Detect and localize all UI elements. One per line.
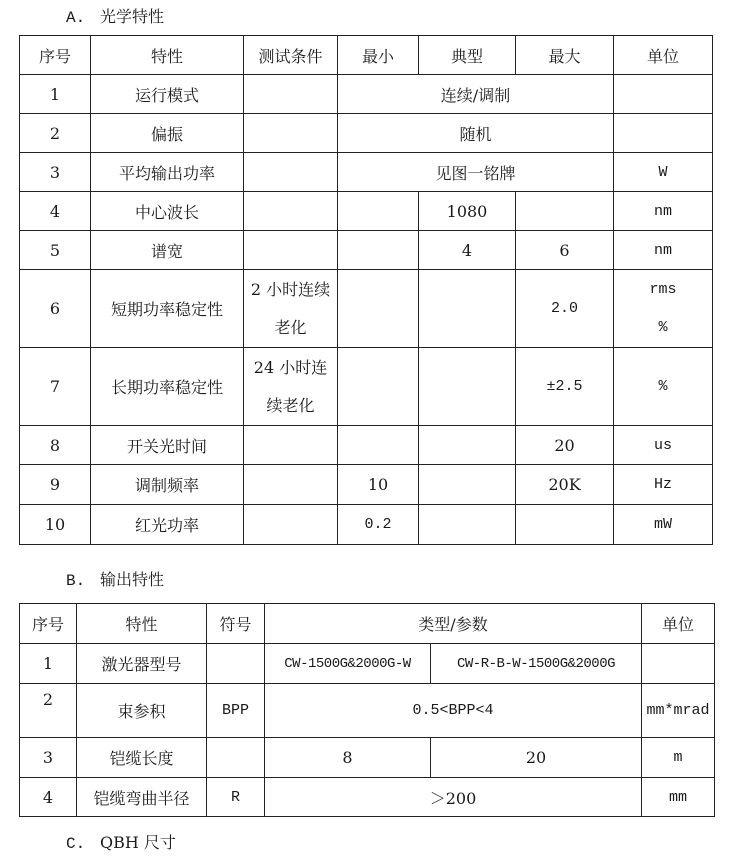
- table-row: [20, 75, 713, 114]
- row-item: 开关光时间: [91, 426, 244, 465]
- row-unit: rms %: [614, 270, 713, 348]
- table-row: [20, 114, 713, 153]
- row-no: 1: [20, 75, 91, 114]
- table-b-header-row: [20, 604, 715, 644]
- row-max: [516, 505, 614, 545]
- row-no: 3: [20, 738, 77, 778]
- table-b-header-params: 类型/参数: [265, 604, 642, 644]
- table-row: [20, 505, 713, 545]
- row-unit: [642, 644, 715, 684]
- row-min: [338, 270, 419, 348]
- section-b-letter: B.: [66, 572, 86, 590]
- table-b-header-item: 特性: [77, 604, 207, 644]
- row-condition: [244, 426, 338, 465]
- row-condition: [244, 114, 338, 153]
- row-typ: [419, 426, 516, 465]
- row-unit: %: [614, 348, 713, 426]
- output-characteristics-table: [19, 603, 715, 817]
- section-a-text: 光学特性: [100, 7, 165, 26]
- optical-characteristics-table: [19, 35, 713, 545]
- row-typ: 1080: [419, 192, 516, 231]
- row-max: [516, 192, 614, 231]
- row-item: 偏振: [91, 114, 244, 153]
- table-a-header-max: 最大: [516, 36, 614, 75]
- row-min: [338, 348, 419, 426]
- row-condition: [244, 231, 338, 270]
- row-no: 8: [20, 426, 91, 465]
- table-a-header-item: 特性: [91, 36, 244, 75]
- row-symbol: R: [207, 778, 265, 817]
- row-max: 20K: [516, 465, 614, 505]
- table-row: [20, 684, 715, 738]
- row-condition: [244, 505, 338, 545]
- row-no: 6: [20, 270, 91, 348]
- row-min: 10: [338, 465, 419, 505]
- section-b-title: [66, 570, 164, 591]
- row-max: 20: [516, 426, 614, 465]
- row-no: 2: [20, 114, 91, 153]
- row-no: 9: [20, 465, 91, 505]
- table-row: [20, 465, 713, 505]
- row-item: 谱宽: [91, 231, 244, 270]
- row-item: 铠缆长度: [77, 738, 207, 778]
- table-row: [20, 738, 715, 778]
- row-item: 调制频率: [91, 465, 244, 505]
- row-typ: 4: [419, 231, 516, 270]
- row-typ: [419, 348, 516, 426]
- row-symbol: [207, 644, 265, 684]
- row-unit: us: [614, 426, 713, 465]
- section-c-letter: C.: [66, 835, 86, 853]
- table-row: [20, 778, 715, 817]
- row-typ: [419, 270, 516, 348]
- row-value-2: CW-R-B-W-1500G&2000G: [431, 644, 642, 684]
- row-no: 3: [20, 153, 91, 192]
- row-no: 4: [20, 778, 77, 817]
- row-no: 7: [20, 348, 91, 426]
- row-no: 1: [20, 644, 77, 684]
- row-min: 0.2: [338, 505, 419, 545]
- row-min: [338, 192, 419, 231]
- row-value-1: CW-1500G&2000G-W: [265, 644, 431, 684]
- row-unit: [614, 114, 713, 153]
- row-no: 4: [20, 192, 91, 231]
- row-span-value: 随机: [338, 114, 614, 153]
- row-symbol: [207, 738, 265, 778]
- row-span-value: 连续/调制: [338, 75, 614, 114]
- section-a-letter: A.: [66, 9, 86, 27]
- row-span-value: ＞200: [265, 778, 642, 817]
- table-a-header-unit: 单位: [614, 36, 713, 75]
- table-row: [20, 192, 713, 231]
- row-min: [338, 426, 419, 465]
- row-item: 短期功率稳定性: [91, 270, 244, 348]
- section-c-title: [66, 833, 176, 854]
- row-item: 红光功率: [91, 505, 244, 545]
- table-row: [20, 348, 713, 426]
- row-symbol: BPP: [207, 684, 265, 738]
- row-unit: nm: [614, 231, 713, 270]
- row-condition: [244, 465, 338, 505]
- table-b-header-symbol: 符号: [207, 604, 265, 644]
- row-item: 长期功率稳定性: [91, 348, 244, 426]
- row-item: 铠缆弯曲半径: [77, 778, 207, 817]
- row-unit: Hz: [614, 465, 713, 505]
- row-unit: mm*mrad: [642, 684, 715, 738]
- row-condition: 24 小时连续老化: [244, 348, 338, 426]
- row-item: 束参积: [77, 684, 207, 738]
- row-span-value: 见图一铭牌: [338, 153, 614, 192]
- row-span-value: 0.5<BPP<4: [265, 684, 642, 738]
- table-a-header-condition: 测试条件: [244, 36, 338, 75]
- row-max: ±2.5: [516, 348, 614, 426]
- row-condition: 2 小时连续老化: [244, 270, 338, 348]
- section-b-text: 输出特性: [100, 570, 165, 589]
- table-b-header-no: 序号: [20, 604, 77, 644]
- table-a-header-no: 序号: [20, 36, 91, 75]
- table-row: [20, 644, 715, 684]
- row-max: 2.0: [516, 270, 614, 348]
- row-unit: mm: [642, 778, 715, 817]
- row-item: 激光器型号: [77, 644, 207, 684]
- row-unit: mW: [614, 505, 713, 545]
- row-no: 2: [20, 684, 77, 738]
- row-condition: [244, 153, 338, 192]
- row-max: 6: [516, 231, 614, 270]
- row-unit: W: [614, 153, 713, 192]
- row-no: 5: [20, 231, 91, 270]
- row-no: 10: [20, 505, 91, 545]
- row-typ: [419, 465, 516, 505]
- row-value-2: 20: [431, 738, 642, 778]
- table-b-header-unit: 单位: [642, 604, 715, 644]
- row-value-1: 8: [265, 738, 431, 778]
- row-min: [338, 231, 419, 270]
- row-typ: [419, 505, 516, 545]
- row-item: 中心波长: [91, 192, 244, 231]
- section-a-title: [66, 7, 164, 28]
- row-condition: [244, 192, 338, 231]
- row-unit: [614, 75, 713, 114]
- table-row: [20, 231, 713, 270]
- table-a-header-min: 最小: [338, 36, 419, 75]
- row-condition: [244, 75, 338, 114]
- row-item: 平均输出功率: [91, 153, 244, 192]
- row-unit: nm: [614, 192, 713, 231]
- table-a-header-typ: 典型: [419, 36, 516, 75]
- table-row: [20, 270, 713, 348]
- table-a-header-row: [20, 36, 713, 75]
- table-row: [20, 426, 713, 465]
- table-row: [20, 153, 713, 192]
- section-c-text: QBH 尺寸: [100, 833, 176, 852]
- row-unit: m: [642, 738, 715, 778]
- row-item: 运行模式: [91, 75, 244, 114]
